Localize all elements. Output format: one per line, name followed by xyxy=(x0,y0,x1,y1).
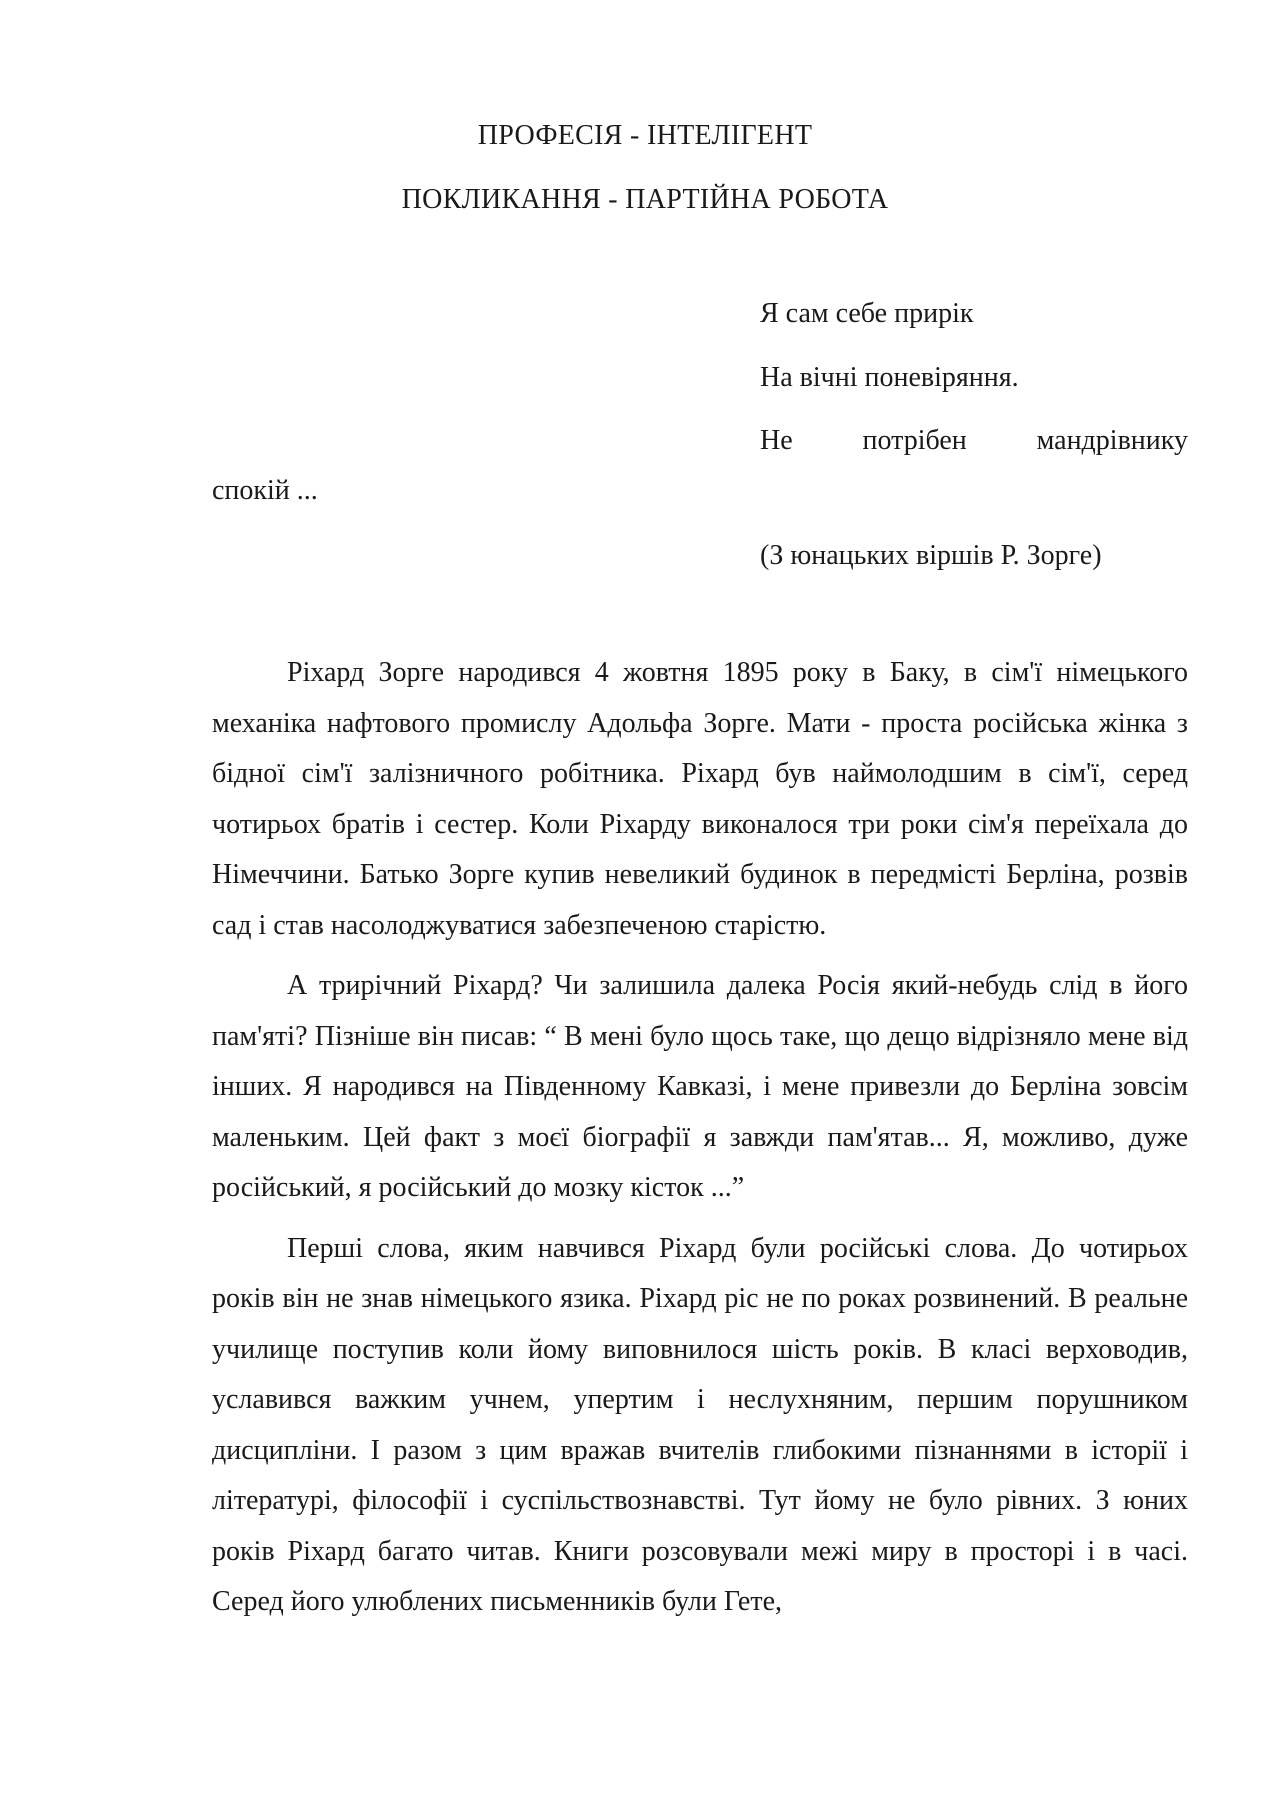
body-text xyxy=(212,648,1188,1638)
paragraph: Ріхард Зорге народився 4 жовтня 1895 року в Баку, в сім'ї німецького механіка нафтового промислу Адольфа Зорге. Мати - проста російська жінка з бідної сім'ї залізничного робітника. Ріхард був наймолодшим в сім'ї, серед чотирьох братів і сестер. Коли Ріхарду виконалося три роки сім'я переїхала до Німеччини. Батько Зорге купив невеликий будинок в передмісті Берліна, розвів сад і став насолоджуватися забезпеченою старістю. xyxy=(212,657,1188,941)
epigraph-word: Не xyxy=(760,425,793,456)
heading-line-2: ПОКЛИКАННЯ - ПАРТІЙНА РОБОТА xyxy=(401,184,889,215)
paragraph: Перші слова, яким навчився Ріхард були російські слова. До чотирьох років він не знав німецького язика. Ріхард ріс не по роках розвинений. В реальне училище поступив коли йому виповнилося шість років. В класі верховодив, уславився важким учнем, упертим і неслухняним, першим порушником дисципліни. І разом з цим вражав вчителів глибокими пізнаннями в історії і літературі, філософії і суспільствознавстві. Тут йому не було рівних. З юних років Ріхард багато читав. Книги розсовували межі миру в просторі і в часі. Серед його улюблених письменників були Гете, xyxy=(212,1232,1188,1617)
epigraph-line-2: На вічні поневіряння. xyxy=(760,362,1019,393)
epigraph-source: (З юнацьких віршів Р. Зорге) xyxy=(760,540,1102,571)
epigraph-line-1: Я сам себе прирік xyxy=(760,298,974,329)
epigraph-word: мандрівнику xyxy=(1036,425,1188,456)
epigraph-line-4: спокій ... xyxy=(212,475,318,506)
epigraph-line-3 xyxy=(760,425,1188,457)
paragraph: А трирічний Ріхард? Чи залишила далека Росія який-небудь слід в його пам'яті? Пізніше він писав: “ В мені було щось таке, що дещо відрізняло мене від інших. Я народився на Південному Кавказі, і мене привезли до Берліна зовсім маленьким. Цей факт з моєї біографії я завжди пам'ятав... Я, можливо, дуже російський, я російський до мозку кісток ...” xyxy=(212,970,1188,1203)
heading-line-1: ПРОФЕСІЯ - ІНТЕЛІГЕНТ xyxy=(477,120,813,151)
epigraph-word: потрібен xyxy=(862,425,967,456)
